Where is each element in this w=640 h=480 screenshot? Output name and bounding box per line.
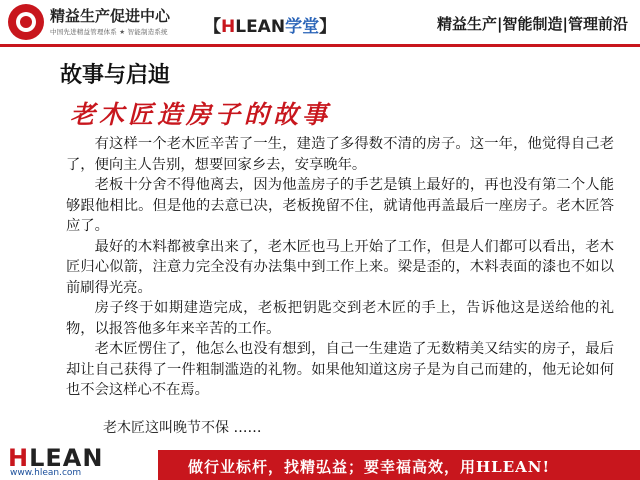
section-title: 故事与启迪 [60,63,171,88]
closing-line: 老木匠这叫晚节不保 …… [103,420,262,436]
logo-emblem-icon [8,4,44,40]
footer-url: www.hlean.com [10,468,82,478]
header-bar [0,0,640,47]
brand-label: 【HLEAN学堂】 [204,17,337,37]
story-paragraph: 老木匠愣住了，他怎么也没有想到，自己一生建造了无数精美又结实的房子，最后却让自己获得了一件粗制滥造的礼物。如果他知道这房子是为自己而建的，他无论如何也不会这样心不在焉。 [66,341,614,398]
header-slogan: 精益生产|智能制造|管理前沿 [437,15,628,33]
story-paragraph: 老板十分舍不得他离去，因为他盖房子的手艺是镇上最好的，再也没有第二个人能够跟他相比。但是他的去意已决，老板挽留不住，就请他再盖最后一座房子。老木匠答应了。 [66,177,614,234]
story-paragraph: 有这样一个老木匠辛苦了一生，建造了多得数不清的房子。这一年，他觉得自己老了，便向主人告别，想要回家乡去，安享晚年。 [66,136,614,173]
footer-logo: HLEAN [8,444,104,472]
story-paragraph: 最好的木料都被拿出来了，老木匠也马上开始了工作，但是人们都可以看出，老木匠归心似箭，注意力完全没有办法集中到工作上来。梁是歪的，木料表面的漆也不如以前刷得光亮。 [66,238,614,296]
logo-subtitle: 中国先进精益管理体系 ★ 智能制造系统 [50,28,168,36]
story-body [66,134,614,401]
logo-title: 精益生产促进中心 [50,7,171,25]
footer-slogan: 做行业标杆，找精弘益；要幸福高效，用HLEAN! [188,458,551,476]
story-paragraph: 房子终于如期建造完成，老板把钥匙交到老木匠的手上，告诉他这是送给他的礼物，以报答他多年来辛苦的工作。 [66,300,614,337]
story-title: 老木匠造房子的故事 [70,100,332,129]
